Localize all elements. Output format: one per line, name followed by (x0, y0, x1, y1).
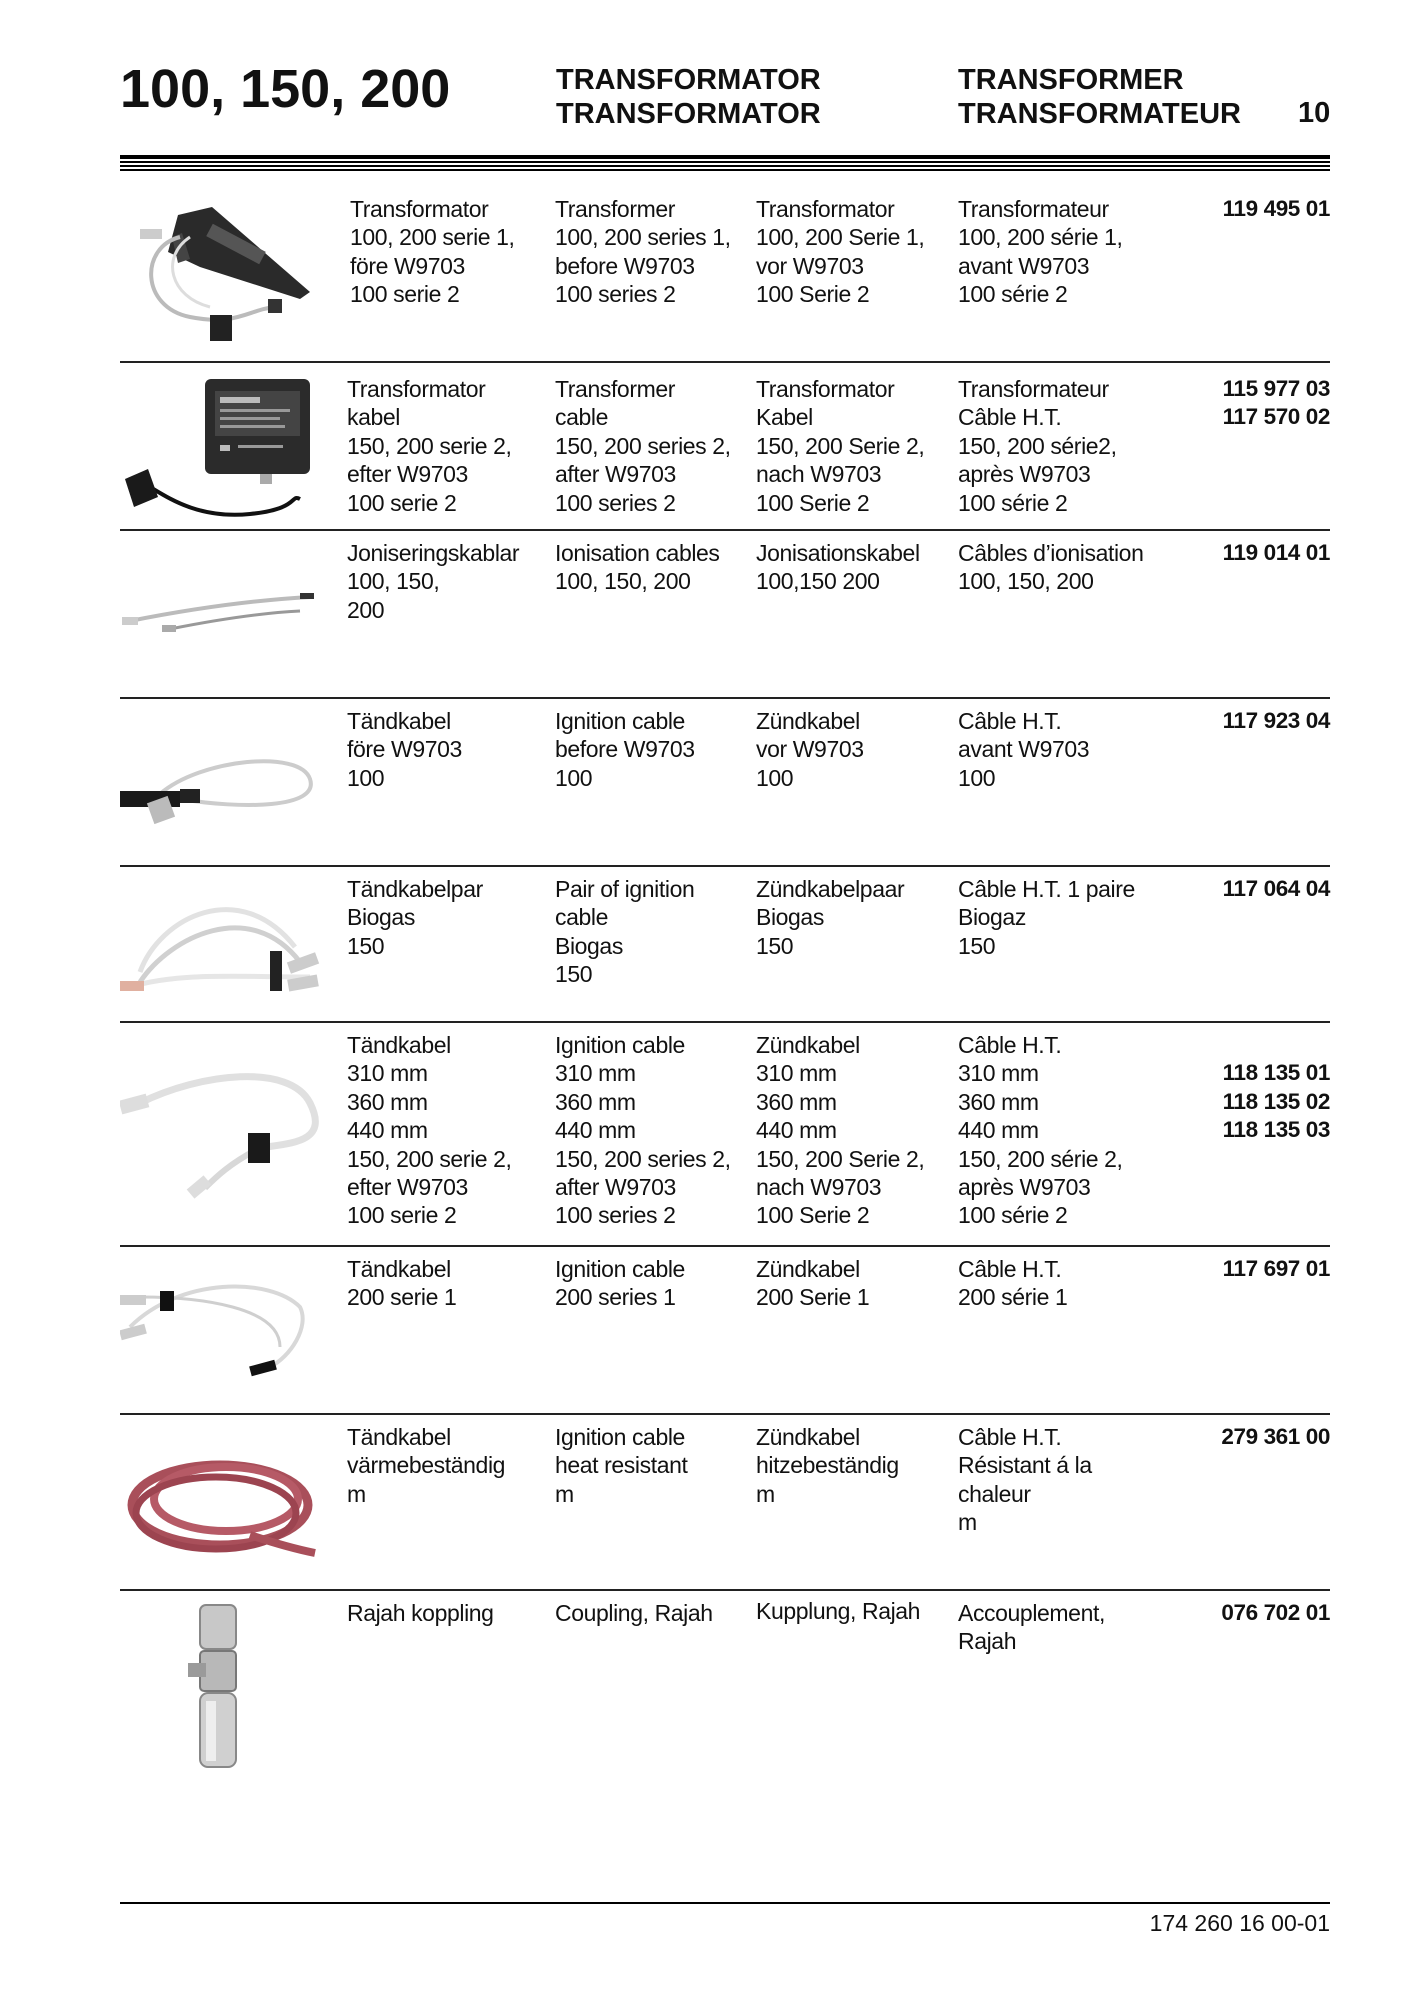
description-en: Ignition cable 310 mm 360 mm 440 mm 150, 200 series 2, after W9703 100 series 2 (555, 1032, 731, 1229)
description-en: Ignition cable heat resistant m (555, 1424, 688, 1507)
part-number: 115 977 03 117 570 02 (1222, 376, 1330, 430)
description-de: Zündkabelpaar Biogas 150 (756, 876, 905, 959)
transformer-box-cable-image (120, 369, 320, 529)
ignition-cable-pair-image (120, 877, 330, 1007)
description-en: Ionisation cables 100, 150, 200 (555, 540, 720, 595)
description-fr: Accouplement, Rajah (958, 1600, 1105, 1655)
table-row (120, 1245, 1330, 1415)
description-fr: Câble H.T. 200 série 1 (958, 1256, 1068, 1311)
description-de: Zündkabel 310 mm 360 mm 440 mm 150, 200 Serie 2, nach W9703 100 Serie 2 (756, 1032, 925, 1229)
description-en: Pair of ignition cable Biogas 150 (555, 876, 695, 988)
title-sv: TRANSFORMATOR (556, 64, 821, 96)
description-sv: Tändkabel värmebeständig m (347, 1424, 506, 1507)
description-de: Zündkabel 200 Serie 1 (756, 1256, 870, 1311)
part-number: 117 064 04 (1222, 876, 1330, 901)
description-en: Ignition cable before W9703 100 (555, 708, 695, 791)
table-row (120, 175, 1330, 361)
title-en: TRANSFORMER (958, 64, 1184, 96)
description-sv: Transformator kabel 150, 200 serie 2, efter W9703 100 serie 2 (347, 376, 512, 516)
header-rule (120, 165, 1330, 167)
ignition-cable-series1-image (120, 1267, 330, 1387)
table-row (120, 1021, 1330, 1247)
title-de: TRANSFORMATOR (556, 98, 821, 130)
part-number: 119 495 01 (1222, 196, 1330, 221)
description-en: Ignition cable 200 series 1 (555, 1256, 685, 1311)
header-rule (120, 155, 1330, 159)
description-fr: Câble H.T. 310 mm 360 mm 440 mm 150, 200 série 2, après W9703 100 série 2 (958, 1032, 1123, 1229)
description-sv: Joniseringskablar 100, 150, 200 (347, 540, 520, 623)
table-row (120, 1589, 1330, 1841)
part-number: 076 702 01 (1221, 1600, 1330, 1625)
description-sv: Tändkabelpar Biogas 150 (347, 876, 483, 959)
description-sv: Tändkabel före W9703 100 (347, 708, 462, 791)
transformer-unit-image (120, 197, 310, 347)
description-sv: Tändkabel 310 mm 360 mm 440 mm 150, 200 serie 2, efter W9703 100 serie 2 (347, 1032, 512, 1229)
rajah-coupling-image (170, 1601, 270, 1771)
description-de: Zündkabel vor W9703 100 (756, 708, 864, 791)
description-fr: Transformateur Câble H.T. 150, 200 série2, après W9703 100 série 2 (958, 376, 1117, 516)
title-swedish-german (556, 63, 821, 131)
ignition-cable-image (120, 739, 320, 849)
description-de: Jonisationskabel 100,150 200 (756, 540, 920, 595)
description-de: Zündkabel hitzebeständig m (756, 1424, 899, 1507)
description-en: Transformer 100, 200 series 1, before W9703 100 series 2 (555, 196, 731, 308)
description-de: Transformator 100, 200 Serie 1, vor W9703 100 Serie 2 (756, 196, 925, 308)
description-fr: Câble H.T. 1 paire Biogaz 150 (958, 876, 1135, 959)
description-sv: Tändkabel 200 serie 1 (347, 1256, 457, 1311)
table-row (120, 361, 1330, 531)
table-row (120, 1413, 1330, 1591)
description-sv: Rajah koppling (347, 1600, 494, 1626)
description-fr: Câble H.T. avant W9703 100 (958, 708, 1090, 791)
model-numbers: 100, 150, 200 (120, 59, 451, 119)
description-en: Transformer cable 150, 200 series 2, after W9703 100 series 2 (555, 376, 731, 516)
description-fr: Câble H.T. Résistant á la chaleur m (958, 1424, 1092, 1536)
description-de: Transformator Kabel 150, 200 Serie 2, nach W9703 100 Serie 2 (756, 376, 925, 516)
description-de: Kupplung, Rajah (756, 1598, 921, 1624)
table-row (120, 697, 1330, 867)
table-row (120, 865, 1330, 1023)
description-en: Coupling, Rajah (555, 1600, 713, 1626)
part-number: 117 697 01 (1222, 1256, 1330, 1281)
footer-rule (120, 1902, 1330, 1904)
header-rule (120, 169, 1330, 171)
header-rule (120, 161, 1330, 163)
page-number: 10 (1298, 97, 1331, 129)
table-row (120, 529, 1330, 699)
document-number: 174 260 16 00-01 (1149, 1910, 1330, 1936)
description-sv: Transformator 100, 200 serie 1, före W9703 100 serie 2 (350, 196, 515, 308)
page-header (0, 0, 1410, 175)
title-fr: TRANSFORMATEUR (958, 98, 1241, 130)
part-number: 117 923 04 (1222, 708, 1330, 733)
title-english-french (958, 63, 1241, 131)
ionisation-cable-image (120, 571, 320, 651)
part-number: 279 361 00 (1221, 1424, 1330, 1449)
description-fr: Câbles d’ionisation 100, 150, 200 (958, 540, 1144, 595)
ignition-cable-lengths-image (120, 1053, 330, 1203)
heat-resistant-cable-image (120, 1435, 330, 1575)
part-number: 118 135 01 118 135 02 118 135 03 (1222, 1060, 1330, 1143)
description-fr: Transformateur 100, 200 série 1, avant W9703 100 série 2 (958, 196, 1123, 308)
part-number: 119 014 01 (1222, 540, 1330, 565)
